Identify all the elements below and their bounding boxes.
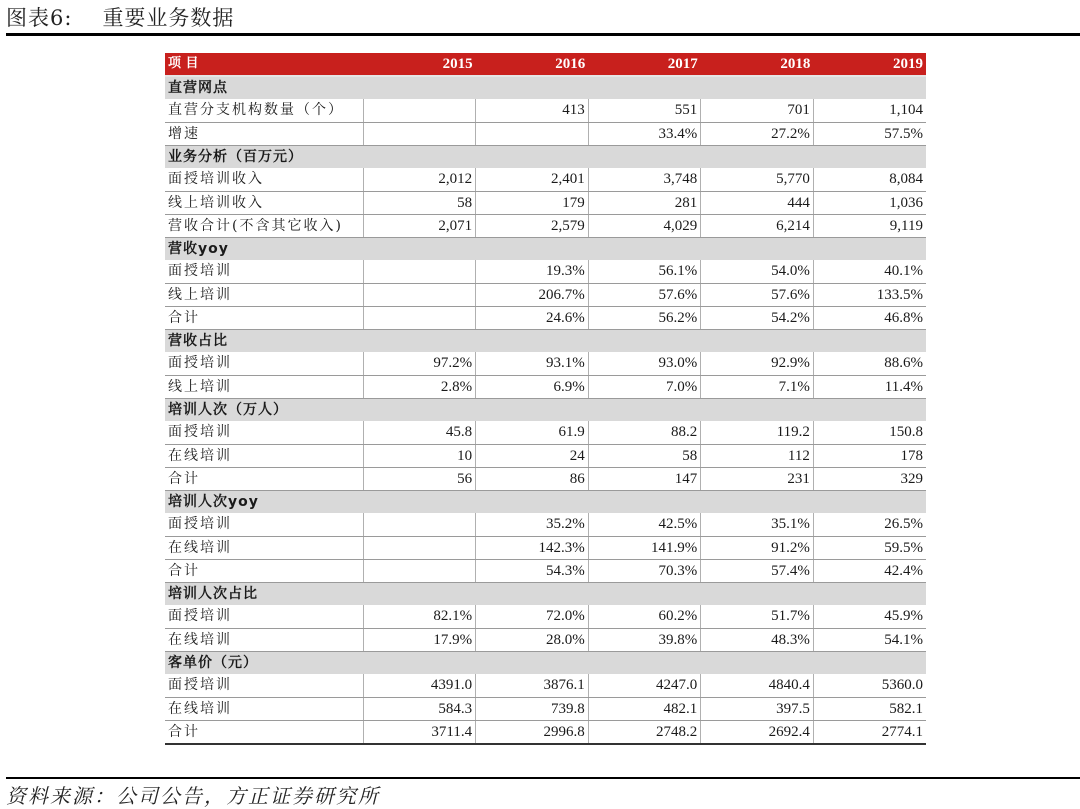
table-cell: 33.4% xyxy=(588,122,701,145)
row-label: 合计 xyxy=(165,720,363,744)
table-cell: 57.5% xyxy=(813,122,926,145)
table-cell: 2692.4 xyxy=(701,720,814,744)
section-header-row xyxy=(165,582,926,605)
header-year: 2018 xyxy=(701,53,814,76)
table-cell: 119.2 xyxy=(701,421,814,444)
row-label: 面授培训收入 xyxy=(165,168,363,191)
table-cell: 482.1 xyxy=(588,697,701,720)
table-row xyxy=(165,375,926,398)
table-cell: 150.8 xyxy=(813,421,926,444)
row-label: 合计 xyxy=(165,306,363,329)
table-cell: 739.8 xyxy=(476,697,589,720)
table-cell: 231 xyxy=(701,467,814,490)
table-cell: 281 xyxy=(588,191,701,214)
table-cell: 54.1% xyxy=(813,628,926,651)
table-cell: 61.9 xyxy=(476,421,589,444)
row-label: 在线培训 xyxy=(165,444,363,467)
table-cell: 42.4% xyxy=(813,559,926,582)
row-label: 线上培训 xyxy=(165,283,363,306)
table-cell: 72.0% xyxy=(476,605,589,628)
table-cell: 1,104 xyxy=(813,99,926,122)
header-year: 2016 xyxy=(476,53,589,76)
table-cell: 28.0% xyxy=(476,628,589,651)
table-cell: 397.5 xyxy=(701,697,814,720)
table-row xyxy=(165,283,926,306)
top-rule xyxy=(6,33,1080,36)
row-label: 营收合计(不含其它收入) xyxy=(165,214,363,237)
section-header-row xyxy=(165,398,926,421)
table-row xyxy=(165,513,926,536)
table-cell: 86 xyxy=(476,467,589,490)
table-cell: 444 xyxy=(701,191,814,214)
table-cell: 17.9% xyxy=(363,628,476,651)
table-cell: 8,084 xyxy=(813,168,926,191)
section-header-row xyxy=(165,490,926,513)
table-cell: 82.1% xyxy=(363,605,476,628)
table-cell: 57.6% xyxy=(701,283,814,306)
table-cell: 10 xyxy=(363,444,476,467)
table-cell: 329 xyxy=(813,467,926,490)
row-label: 线上培训收入 xyxy=(165,191,363,214)
table-cell: 56.1% xyxy=(588,260,701,283)
figure-title: 重要业务数据 xyxy=(102,6,235,30)
table-cell: 39.8% xyxy=(588,628,701,651)
table-cell: 26.5% xyxy=(813,513,926,536)
table-cell: 93.1% xyxy=(476,352,589,375)
source-note: 资料来源：公司公告，方正证券研究所 xyxy=(6,784,380,808)
table-cell: 413 xyxy=(476,99,589,122)
row-label: 面授培训 xyxy=(165,674,363,697)
table-header-row xyxy=(165,53,926,76)
table-row xyxy=(165,260,926,283)
table-cell: 3,748 xyxy=(588,168,701,191)
business-data-table xyxy=(165,53,926,745)
section-header-row xyxy=(165,651,926,674)
table-cell: 91.2% xyxy=(701,536,814,559)
table-cell: 112 xyxy=(701,444,814,467)
table-cell: 4391.0 xyxy=(363,674,476,697)
table-row xyxy=(165,99,926,122)
table-cell: 59.5% xyxy=(813,536,926,559)
table-cell: 48.3% xyxy=(701,628,814,651)
table-cell xyxy=(363,283,476,306)
table-cell: 133.5% xyxy=(813,283,926,306)
table-cell: 7.1% xyxy=(701,375,814,398)
table-cell: 42.5% xyxy=(588,513,701,536)
table-cell: 93.0% xyxy=(588,352,701,375)
table-cell: 3876.1 xyxy=(476,674,589,697)
bottom-rule xyxy=(6,777,1080,779)
table-cell xyxy=(363,306,476,329)
table-cell: 70.3% xyxy=(588,559,701,582)
table-cell: 58 xyxy=(588,444,701,467)
row-label: 增速 xyxy=(165,122,363,145)
table-cell: 7.0% xyxy=(588,375,701,398)
table-cell: 178 xyxy=(813,444,926,467)
row-label: 面授培训 xyxy=(165,605,363,628)
table-cell: 24 xyxy=(476,444,589,467)
section-label: 业务分析（百万元） xyxy=(165,145,926,168)
table-cell xyxy=(363,536,476,559)
section-label: 培训人次yoy xyxy=(165,490,926,513)
table-row xyxy=(165,214,926,237)
table-cell: 141.9% xyxy=(588,536,701,559)
table-cell: 4840.4 xyxy=(701,674,814,697)
row-label: 面授培训 xyxy=(165,421,363,444)
table-row xyxy=(165,536,926,559)
table-row xyxy=(165,168,926,191)
table-cell: 54.2% xyxy=(701,306,814,329)
header-year: 2017 xyxy=(588,53,701,76)
header-year: 2019 xyxy=(813,53,926,76)
table-cell: 57.6% xyxy=(588,283,701,306)
table-cell: 701 xyxy=(701,99,814,122)
table-cell: 2996.8 xyxy=(476,720,589,744)
table-cell: 3711.4 xyxy=(363,720,476,744)
table-cell: 51.7% xyxy=(701,605,814,628)
table-row xyxy=(165,122,926,145)
table-cell: 9,119 xyxy=(813,214,926,237)
table-cell: 54.3% xyxy=(476,559,589,582)
table-row xyxy=(165,421,926,444)
section-label: 培训人次（万人） xyxy=(165,398,926,421)
table-cell: 6.9% xyxy=(476,375,589,398)
table-cell: 2,071 xyxy=(363,214,476,237)
table-cell: 582.1 xyxy=(813,697,926,720)
table-cell xyxy=(476,122,589,145)
section-label: 客单价（元） xyxy=(165,651,926,674)
table-cell: 27.2% xyxy=(701,122,814,145)
table-cell xyxy=(363,260,476,283)
row-label: 面授培训 xyxy=(165,260,363,283)
table-row xyxy=(165,720,926,744)
row-label: 合计 xyxy=(165,559,363,582)
table-cell: 147 xyxy=(588,467,701,490)
table-cell: 46.8% xyxy=(813,306,926,329)
table-cell: 2.8% xyxy=(363,375,476,398)
table-row xyxy=(165,674,926,697)
table-cell xyxy=(363,99,476,122)
table-cell: 45.9% xyxy=(813,605,926,628)
table-cell: 19.3% xyxy=(476,260,589,283)
table-cell: 5,770 xyxy=(701,168,814,191)
table-cell xyxy=(363,122,476,145)
table-row xyxy=(165,444,926,467)
figure-caption xyxy=(6,4,234,32)
row-label: 在线培训 xyxy=(165,697,363,720)
table-cell: 45.8 xyxy=(363,421,476,444)
table-cell: 24.6% xyxy=(476,306,589,329)
table-cell: 206.7% xyxy=(476,283,589,306)
row-label: 在线培训 xyxy=(165,628,363,651)
section-header-row xyxy=(165,76,926,99)
table-row xyxy=(165,605,926,628)
table-row xyxy=(165,191,926,214)
section-header-row xyxy=(165,145,926,168)
table-cell: 584.3 xyxy=(363,697,476,720)
row-label: 在线培训 xyxy=(165,536,363,559)
table-cell xyxy=(363,513,476,536)
table-cell: 11.4% xyxy=(813,375,926,398)
table-cell: 56 xyxy=(363,467,476,490)
table-cell: 551 xyxy=(588,99,701,122)
table-row xyxy=(165,559,926,582)
table-body xyxy=(165,76,926,744)
table-cell: 2,579 xyxy=(476,214,589,237)
table-row xyxy=(165,697,926,720)
table-cell: 2774.1 xyxy=(813,720,926,744)
row-label: 面授培训 xyxy=(165,352,363,375)
table-cell: 54.0% xyxy=(701,260,814,283)
table-cell: 142.3% xyxy=(476,536,589,559)
table-cell: 4,029 xyxy=(588,214,701,237)
section-header-row xyxy=(165,329,926,352)
table-cell: 1,036 xyxy=(813,191,926,214)
table-cell: 4247.0 xyxy=(588,674,701,697)
table-cell: 92.9% xyxy=(701,352,814,375)
table-cell: 40.1% xyxy=(813,260,926,283)
table-cell: 60.2% xyxy=(588,605,701,628)
section-label: 培训人次占比 xyxy=(165,582,926,605)
section-header-row xyxy=(165,237,926,260)
table-row xyxy=(165,306,926,329)
table-cell: 5360.0 xyxy=(813,674,926,697)
section-label: 营收占比 xyxy=(165,329,926,352)
row-label: 面授培训 xyxy=(165,513,363,536)
table-cell: 56.2% xyxy=(588,306,701,329)
table-cell: 35.1% xyxy=(701,513,814,536)
row-label: 合计 xyxy=(165,467,363,490)
table-cell: 88.6% xyxy=(813,352,926,375)
table-cell: 2,401 xyxy=(476,168,589,191)
header-item-label: 项 目 xyxy=(165,53,363,76)
table-cell xyxy=(363,559,476,582)
section-label: 营收yoy xyxy=(165,237,926,260)
table-row xyxy=(165,467,926,490)
table-row xyxy=(165,352,926,375)
section-label: 直营网点 xyxy=(165,76,926,99)
figure-number: 图表6: xyxy=(6,6,73,30)
header-year: 2015 xyxy=(363,53,476,76)
row-label: 线上培训 xyxy=(165,375,363,398)
table-cell: 2748.2 xyxy=(588,720,701,744)
row-label: 直营分支机构数量（个） xyxy=(165,99,363,122)
table-cell: 179 xyxy=(476,191,589,214)
table-row xyxy=(165,628,926,651)
table-cell: 6,214 xyxy=(701,214,814,237)
table-cell: 88.2 xyxy=(588,421,701,444)
table-cell: 2,012 xyxy=(363,168,476,191)
table-cell: 97.2% xyxy=(363,352,476,375)
table-cell: 35.2% xyxy=(476,513,589,536)
table-cell: 57.4% xyxy=(701,559,814,582)
table-cell: 58 xyxy=(363,191,476,214)
